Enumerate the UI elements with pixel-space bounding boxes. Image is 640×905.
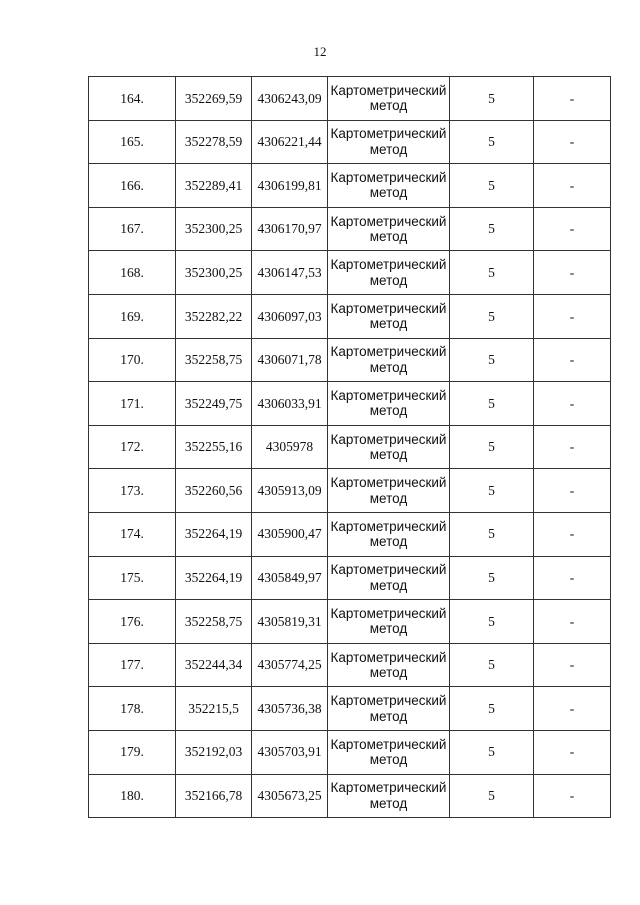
x-coordinate-cell: 352258,75 [176,600,252,644]
point-number-cell: 170. [89,338,176,382]
x-coordinate-cell: 352289,41 [176,164,252,208]
point-number-cell: 174. [89,512,176,556]
x-coordinate-cell: 352215,5 [176,687,252,731]
method-line-1: Картометрический [330,431,447,447]
accuracy-cell: 5 [450,207,534,251]
x-coordinate-cell: 352269,59 [176,77,252,121]
note-cell: - [534,164,611,208]
method-line-2: метод [369,98,408,114]
method-line-2: метод [369,316,408,332]
table-row [89,556,611,600]
method-line-1: Картометрический [330,126,447,142]
method-cell [328,512,450,556]
point-number-cell: 180. [89,774,176,818]
y-coordinate-cell: 4306221,44 [252,120,328,164]
method-line-2: метод [369,708,408,724]
method-line-2: метод [369,359,408,375]
x-coordinate-cell: 352260,56 [176,469,252,513]
accuracy-cell: 5 [450,643,534,687]
x-coordinate-cell: 352282,22 [176,294,252,338]
method-cell [328,164,450,208]
method-cell [328,77,450,121]
accuracy-cell: 5 [450,774,534,818]
accuracy-cell: 5 [450,425,534,469]
method-cell [328,425,450,469]
method-line-1: Картометрический [330,605,447,621]
accuracy-cell: 5 [450,164,534,208]
coordinates-table [88,76,611,818]
point-number-cell: 176. [89,600,176,644]
point-number-cell: 177. [89,643,176,687]
y-coordinate-cell: 4306243,09 [252,77,328,121]
table-row [89,600,611,644]
y-coordinate-cell: 4306071,78 [252,338,328,382]
method-line-1: Картометрический [330,387,447,403]
y-coordinate-cell: 4305736,38 [252,687,328,731]
accuracy-cell: 5 [450,251,534,295]
method-line-1: Картометрический [330,475,447,491]
method-line-2: метод [369,752,408,768]
method-line-1: Картометрический [330,562,447,578]
y-coordinate-cell: 4305849,97 [252,556,328,600]
table-row [89,730,611,774]
x-coordinate-cell: 352249,75 [176,382,252,426]
note-cell: - [534,294,611,338]
x-coordinate-cell: 352278,59 [176,120,252,164]
x-coordinate-cell: 352258,75 [176,338,252,382]
point-number-cell: 172. [89,425,176,469]
point-number-cell: 168. [89,251,176,295]
method-line-2: метод [369,229,408,245]
method-line-1: Картометрический [330,780,447,796]
method-cell [328,251,450,295]
method-cell [328,556,450,600]
accuracy-cell: 5 [450,687,534,731]
point-number-cell: 169. [89,294,176,338]
point-number-cell: 178. [89,687,176,731]
table-row [89,382,611,426]
point-number-cell: 175. [89,556,176,600]
x-coordinate-cell: 352300,25 [176,207,252,251]
method-line-1: Картометрический [330,693,447,709]
note-cell: - [534,120,611,164]
accuracy-cell: 5 [450,556,534,600]
y-coordinate-cell: 4305774,25 [252,643,328,687]
method-line-2: метод [369,621,408,637]
method-cell [328,338,450,382]
method-line-2: метод [369,534,408,550]
table-row [89,687,611,731]
y-coordinate-cell: 4305913,09 [252,469,328,513]
point-number-cell: 171. [89,382,176,426]
method-cell [328,382,450,426]
note-cell: - [534,338,611,382]
note-cell: - [534,600,611,644]
method-line-1: Картометрический [330,82,447,98]
y-coordinate-cell: 4306199,81 [252,164,328,208]
accuracy-cell: 5 [450,730,534,774]
y-coordinate-cell: 4306170,97 [252,207,328,251]
method-cell [328,600,450,644]
y-coordinate-cell: 4305819,31 [252,600,328,644]
method-cell [328,120,450,164]
point-number-cell: 173. [89,469,176,513]
accuracy-cell: 5 [450,338,534,382]
y-coordinate-cell: 4306097,03 [252,294,328,338]
method-line-1: Картометрический [330,736,447,752]
note-cell: - [534,643,611,687]
method-line-2: метод [369,272,408,288]
table-row [89,251,611,295]
page-number: 12 [313,44,327,59]
method-line-2: метод [369,577,408,593]
y-coordinate-cell: 4305978 [252,425,328,469]
method-line-2: метод [369,447,408,463]
method-line-1: Картометрический [330,213,447,229]
method-line-2: метод [369,403,408,419]
accuracy-cell: 5 [450,469,534,513]
y-coordinate-cell: 4305900,47 [252,512,328,556]
coordinates-table-body [89,77,611,818]
table-row [89,294,611,338]
note-cell: - [534,77,611,121]
accuracy-cell: 5 [450,294,534,338]
x-coordinate-cell: 352244,34 [176,643,252,687]
method-cell [328,774,450,818]
method-line-1: Картометрический [330,169,447,185]
method-line-1: Картометрический [330,300,447,316]
method-line-1: Картометрический [330,518,447,534]
note-cell: - [534,251,611,295]
method-line-1: Картометрический [330,344,447,360]
x-coordinate-cell: 352264,19 [176,556,252,600]
x-coordinate-cell: 352300,25 [176,251,252,295]
accuracy-cell: 5 [450,512,534,556]
method-line-1: Картометрический [330,649,447,665]
method-line-1: Картометрический [330,257,447,273]
accuracy-cell: 5 [450,382,534,426]
table-row [89,774,611,818]
table-row [89,164,611,208]
method-line-2: метод [369,665,408,681]
method-cell [328,730,450,774]
method-cell [328,643,450,687]
table-row [89,643,611,687]
y-coordinate-cell: 4306147,53 [252,251,328,295]
accuracy-cell: 5 [450,600,534,644]
method-cell [328,294,450,338]
point-number-cell: 164. [89,77,176,121]
accuracy-cell: 5 [450,120,534,164]
table-row [89,425,611,469]
x-coordinate-cell: 352192,03 [176,730,252,774]
method-line-2: метод [369,141,408,157]
method-cell [328,207,450,251]
method-line-2: метод [369,185,408,201]
note-cell: - [534,425,611,469]
table-row [89,512,611,556]
x-coordinate-cell: 352264,19 [176,512,252,556]
y-coordinate-cell: 4305673,25 [252,774,328,818]
method-cell [328,469,450,513]
note-cell: - [534,774,611,818]
point-number-cell: 179. [89,730,176,774]
point-number-cell: 167. [89,207,176,251]
x-coordinate-cell: 352166,78 [176,774,252,818]
table-row [89,469,611,513]
y-coordinate-cell: 4306033,91 [252,382,328,426]
point-number-cell: 166. [89,164,176,208]
x-coordinate-cell: 352255,16 [176,425,252,469]
note-cell: - [534,469,611,513]
accuracy-cell: 5 [450,77,534,121]
note-cell: - [534,730,611,774]
note-cell: - [534,556,611,600]
y-coordinate-cell: 4305703,91 [252,730,328,774]
note-cell: - [534,687,611,731]
method-line-2: метод [369,490,408,506]
note-cell: - [534,382,611,426]
table-row [89,207,611,251]
method-line-2: метод [369,795,408,811]
note-cell: - [534,512,611,556]
method-cell [328,687,450,731]
note-cell: - [534,207,611,251]
point-number-cell: 165. [89,120,176,164]
table-row [89,120,611,164]
table-row [89,77,611,121]
table-row [89,338,611,382]
